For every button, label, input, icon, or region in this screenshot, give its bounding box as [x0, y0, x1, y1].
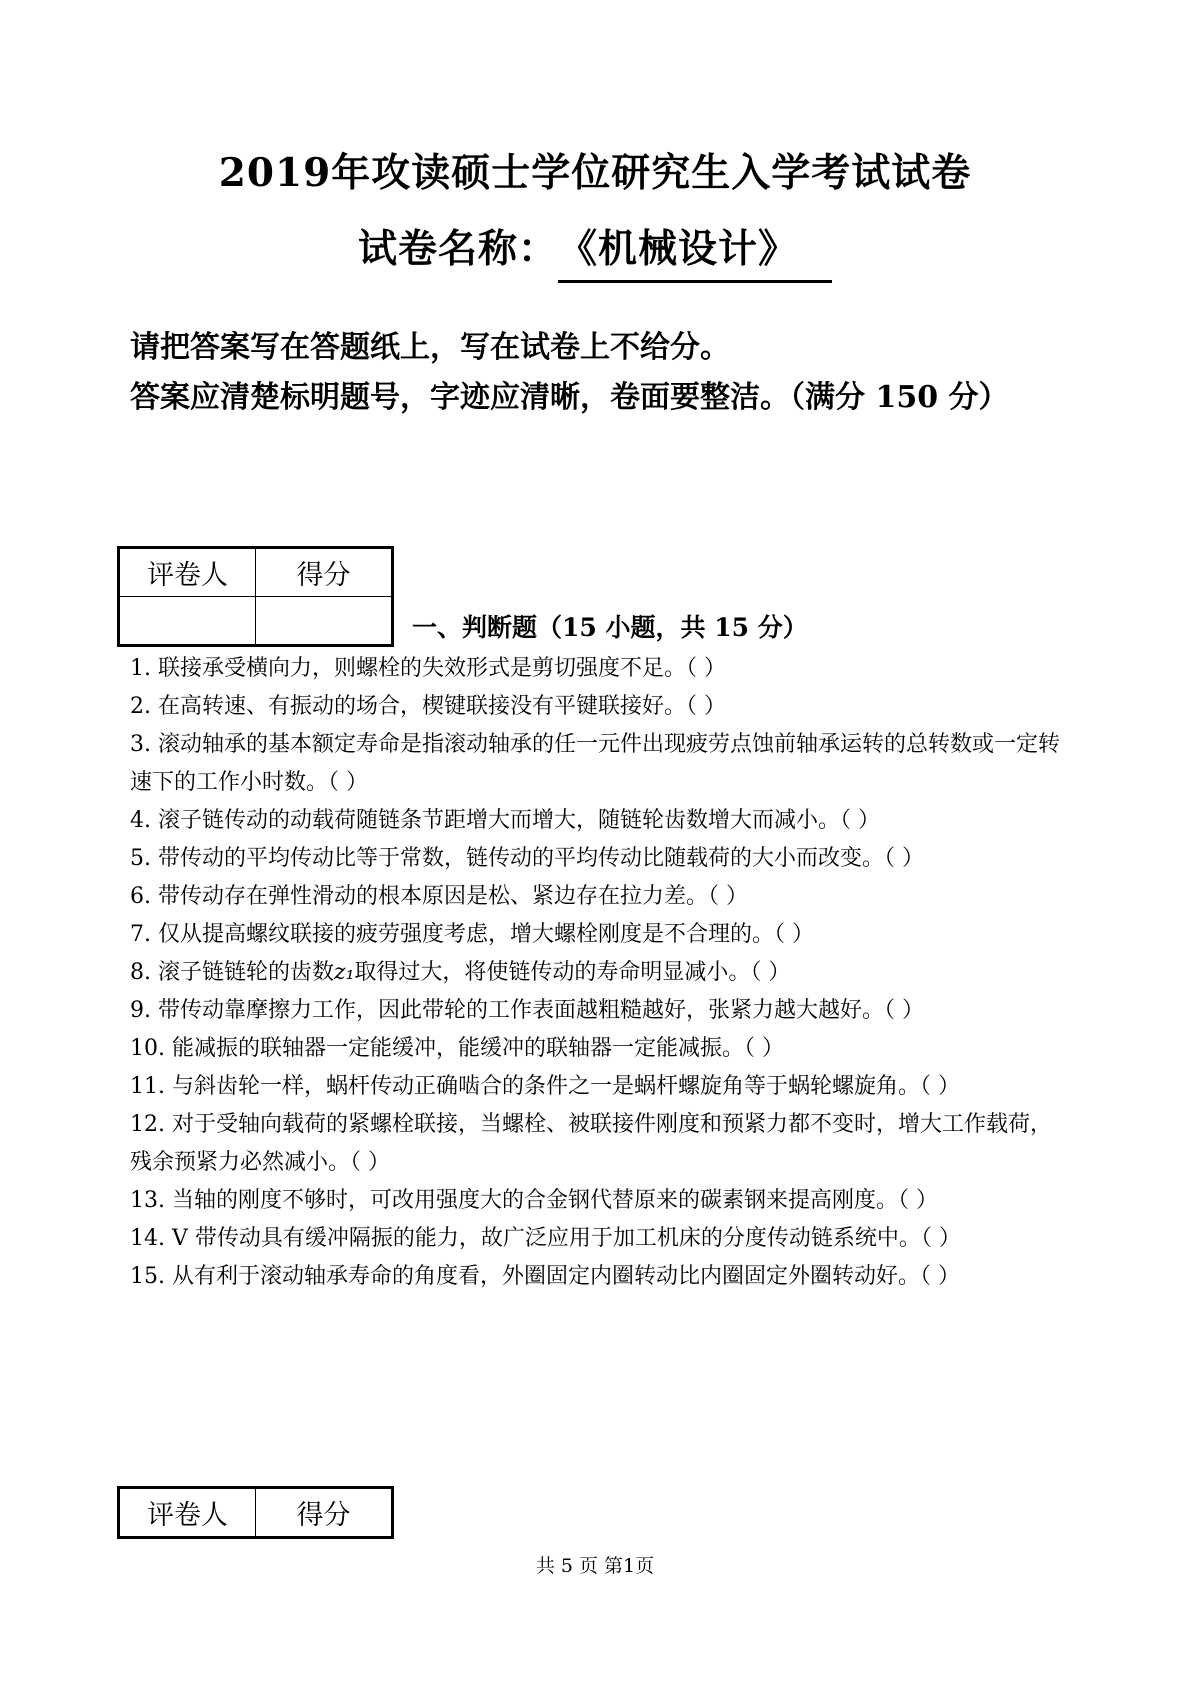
question-list	[130, 650, 1070, 1296]
question-item: 7. 仅从提高螺纹联接的疲劳强度考虑，增大螺栓刚度是不合理的。（ ）	[130, 922, 814, 947]
question-item: 2. 在高转速、有振动的场合，楔键联接没有平键联接好。（ ）	[130, 694, 726, 719]
reviewer-label: 评卷人	[119, 1488, 256, 1538]
score-label: 得分	[256, 1488, 393, 1538]
exam-subtitle	[0, 218, 1190, 283]
question-item: 9. 带传动靠摩擦力工作，因此带轮的工作表面越粗糙越好，张紧力越大越好。（ ）	[130, 998, 924, 1023]
question-item: 1. 联接承受横向力，则螺栓的失效形式是剪切强度不足。（ ）	[130, 656, 726, 681]
question-item: 3. 滚动轴承的基本额定寿命是指滚动轴承的任一元件出现疲劳点蚀前轴承运转的总转数或一定转速下的工作小时数。（ ）	[130, 732, 1060, 795]
subtitle-prefix: 试卷名称：	[357, 226, 558, 272]
question-item: 13. 当轴的刚度不够时，可改用强度大的合金钢代替原来的碳素钢来提高刚度。（ ）	[130, 1188, 938, 1213]
question-item: 6. 带传动存在弹性滑动的根本原因是松、紧边存在拉力差。（ ）	[130, 884, 748, 909]
reviewer-cell	[119, 597, 256, 646]
q8-text-before: 8. 滚子链链轮的齿数	[130, 960, 334, 985]
reviewer-label: 评卷人	[119, 548, 256, 597]
course-name: 《机械设计》	[558, 218, 832, 283]
question-item	[130, 954, 1070, 992]
grader-table-2	[117, 1486, 394, 1539]
q8-text-after: 取得过大，将使链传动的寿命明显减小。（ ）	[354, 960, 791, 985]
exam-title: 2019年攻读硕士学位研究生入学考试试卷	[218, 150, 972, 196]
question-item: 15. 从有利于滚动轴承寿命的角度看，外圈固定内圈转动比内圈固定外圈转动好。（ ）	[130, 1264, 960, 1289]
question-item: 11. 与斜齿轮一样，蜗杆传动正确啮合的条件之一是蜗杆螺旋角等于蜗轮螺旋角。（ ）	[130, 1074, 960, 1099]
notice-neatness: 答案应清楚标明题号，字迹应清晰，卷面要整洁。（满分 150 分）	[130, 380, 1009, 415]
question-item: 5. 带传动的平均传动比等于常数，链传动的平均传动比随载荷的大小而改变。（ ）	[130, 846, 924, 871]
question-item: 10. 能减振的联轴器一定能缓冲，能缓冲的联轴器一定能减振。（ ）	[130, 1036, 784, 1061]
page-footer: 共 5 页 第1页	[535, 1555, 655, 1577]
question-item: 4. 滚子链传动的动载荷随链条节距增大而增大，随链轮齿数增大而减小。（ ）	[130, 808, 880, 833]
score-label: 得分	[256, 548, 393, 597]
grader-table	[117, 546, 394, 647]
q8-variable: z₁	[333, 960, 355, 985]
section-title: 一、判断题（15 小题，共 15 分）	[412, 613, 808, 642]
notice-answer-sheet: 请把答案写在答题纸上，写在试卷上不给分。	[130, 330, 730, 365]
score-cell	[256, 597, 393, 646]
question-item: 14. V 带传动具有缓冲隔振的能力，故广泛应用于加工机床的分度传动链系统中。（ ）	[130, 1226, 961, 1251]
question-item: 12. 对于受轴向载荷的紧螺栓联接，当螺栓、被联接件刚度和预紧力都不变时，增大工作载荷，残余预紧力必然减小。（ ）	[130, 1112, 1052, 1175]
